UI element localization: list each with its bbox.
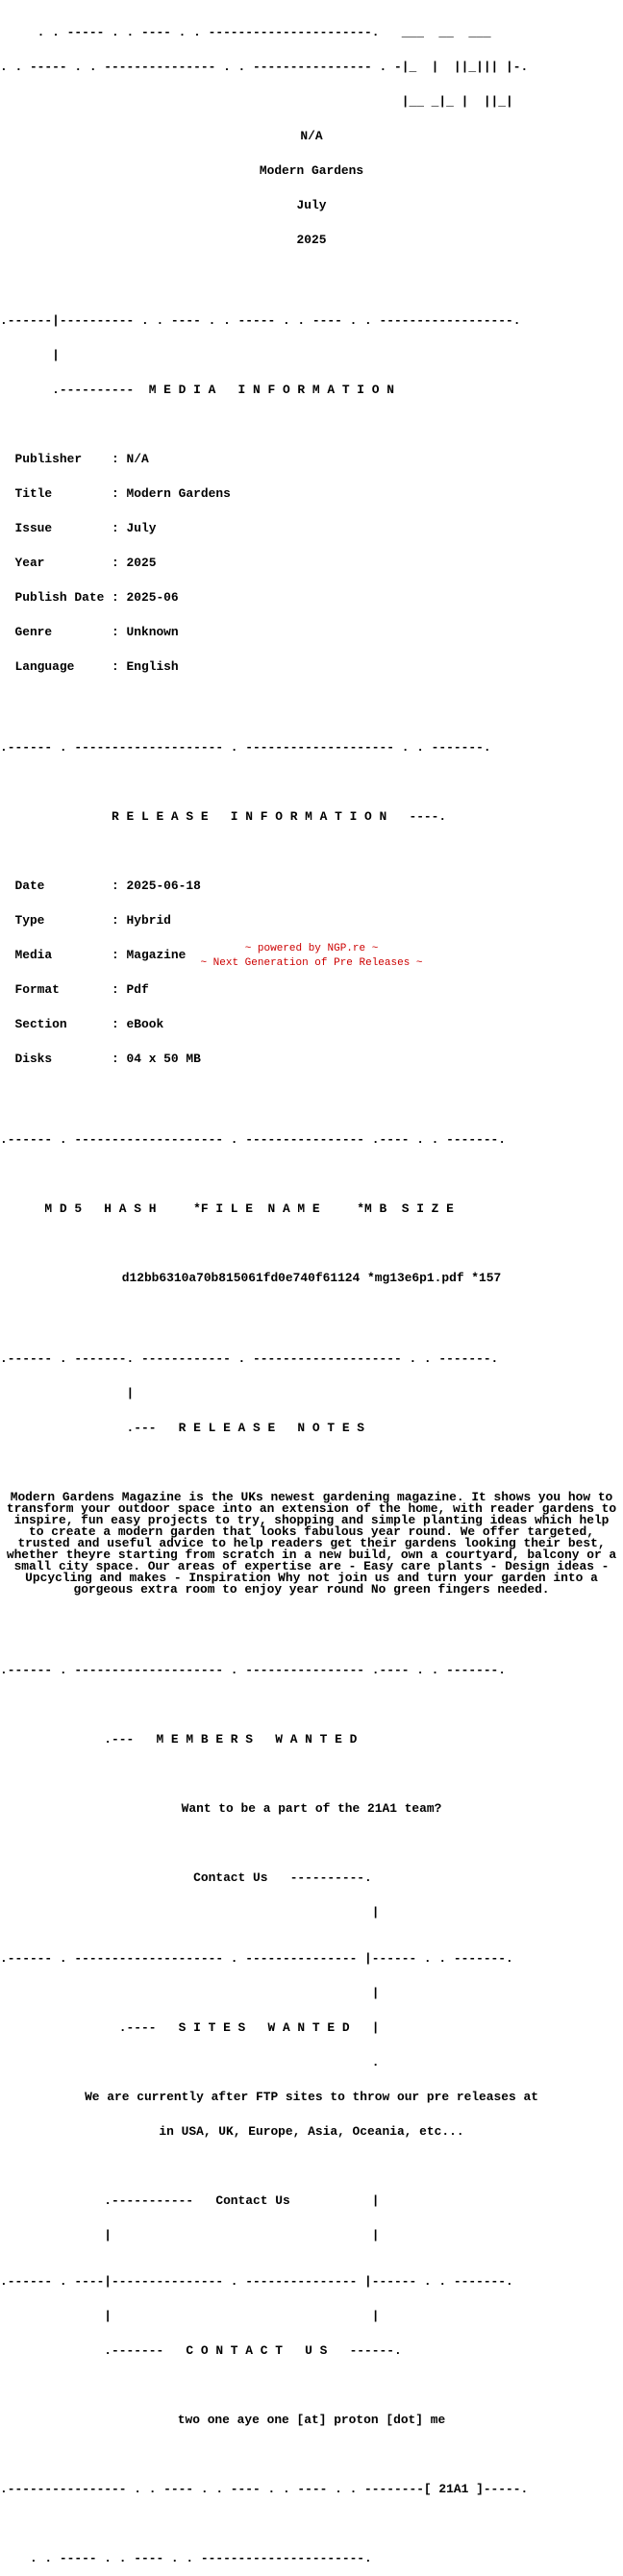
- sites-dot: .: [0, 2055, 380, 2069]
- hash-heading: M D 5 H A S H *F I L E N A M E *M B S I Z E: [0, 1201, 454, 1216]
- magazine-title: Modern Gardens: [259, 163, 364, 178]
- release-notes-text: Modern Gardens Magazine is the UKs newest gardening magazine. It shows you how to transform your outdoor space into an extension of the home, with reader gardens to inspire, fun easy projects to try, shopping and simple planting ideas which help to create a modern garden that looks fabulous year round. We offer targeted, trusted and useful advice to help readers get their gardens looking their best, whether theyre starting from scratch in a new build, own a courtyard, balcony or a small city space. Our areas of expertise are - Easy care plants - Design ideas - Upcycling and makes - Inspiration Why not join us and turn your garden into a gorgeous extra room to enjoy year round No green fingers needed.: [6, 1490, 617, 1597]
- sites-heading: .---- S I T E S W A N T E D |: [0, 2020, 380, 2035]
- release-notes-divider-bar: |: [0, 1386, 499, 1400]
- media-info-divider: .------|---------- . . ---- . . ----- . . ---- . . ------------------.: [0, 313, 521, 328]
- release-info-row: Type : Hybrid: [0, 913, 171, 928]
- sites-bar: | |: [0, 2228, 380, 2242]
- hash-divider: .------ . -------------------- . ---------------- .---- . . -------.: [0, 1132, 507, 1147]
- header-ascii-line-1: . . ----- . . ---- . . ----------------------. ___ __ ___: [0, 25, 513, 39]
- media-info-heading: .---------- M E D I A I N F O R M A T I O N: [0, 383, 394, 397]
- media-info-row: Year : 2025: [0, 556, 157, 570]
- members-bar: |: [0, 1905, 380, 1920]
- media-info-row: Genre : Unknown: [0, 625, 179, 639]
- release-notes-heading: .--- R E L E A S E N O T E S: [0, 1421, 365, 1435]
- contact-divider: .------ . ----|--------------- . --------------- |------ . . -------.: [0, 2274, 513, 2289]
- contact-heading: .------- C O N T A C T U S ------.: [0, 2343, 402, 2358]
- release-info-row: Media : Magazine: [0, 948, 187, 962]
- media-info-row: Title : Modern Gardens: [0, 486, 231, 501]
- media-info-row: Publisher : N/A: [0, 452, 149, 466]
- release-info-row: Section : eBook: [0, 1017, 164, 1031]
- media-info-divider-bar: |: [0, 348, 529, 362]
- closing-line-2: . . ----- . . ---- . . ----------------------.: [0, 2551, 372, 2565]
- members-bar-2: |: [0, 1986, 380, 2000]
- members-divider: .------ . -------------------- . ---------------- .---- . . -------.: [0, 1663, 507, 1677]
- release-info-heading: R E L E A S E I N F O R M A T I O N ----.: [0, 809, 447, 824]
- footer: [0, 942, 623, 971]
- media-info-row: Publish Date : 2025-06: [0, 590, 179, 605]
- members-contact-link: Contact Us ----------.: [0, 1870, 372, 1885]
- release-info-row: Disks : 04 x 50 MB: [0, 1052, 201, 1066]
- contact-email: two one aye one [at] proton [dot] me: [177, 2413, 446, 2427]
- release-info-row: Format : Pdf: [0, 982, 149, 997]
- magazine-month: July: [296, 198, 327, 212]
- sites-contact-link: .----------- Contact Us |: [0, 2193, 380, 2208]
- media-info-row: Issue : July: [0, 521, 157, 535]
- magazine-year: 2025: [296, 233, 327, 247]
- members-heading: .--- M E M B E R S W A N T E D: [0, 1732, 358, 1746]
- media-info-row: Language : English: [0, 659, 179, 674]
- magazine-publisher: N/A: [300, 129, 323, 143]
- release-info-divider: .------ . -------------------- . -------------------- . . -------.: [0, 740, 491, 755]
- sites-bar-2: | |: [0, 2309, 380, 2323]
- sites-text-1: We are currently after FTP sites to throw our pre releases at: [85, 2090, 538, 2104]
- powered-by-text: ~ powered by NGP.re ~: [244, 943, 379, 954]
- tagline-text: ~ Next Generation of Pre Releases ~: [200, 957, 423, 969]
- release-notes-divider: .------ . -------. ------------ . -------------------- . . -------.: [0, 1351, 499, 1366]
- members-text: Want to be a part of the 21A1 team?: [181, 1801, 442, 1816]
- header-ascii-line-2: . . ----- . . --------------- . . ---------------- . -|_ | ||_||| |-.: [0, 60, 529, 74]
- closing-line-1: .---------------- . . ---- . . ---- . . ---- . . --------[ 21A1 ]-----.: [0, 2482, 529, 2496]
- sites-text-2: in USA, UK, Europe, Asia, Oceania, etc...: [159, 2124, 464, 2139]
- header-ascii-line-3: |__ _|_ | ||_|: [0, 94, 529, 109]
- release-info-row: Date : 2025-06-18: [0, 879, 201, 893]
- nfo-document: [0, 4, 623, 2576]
- sites-divider: .------ . -------------------- . --------------- |------ . . -------.: [0, 1951, 513, 1966]
- hash-value: d12bb6310a70b815061fd0e740f61124 *mg13e6p1.pdf *157: [121, 1271, 502, 1285]
